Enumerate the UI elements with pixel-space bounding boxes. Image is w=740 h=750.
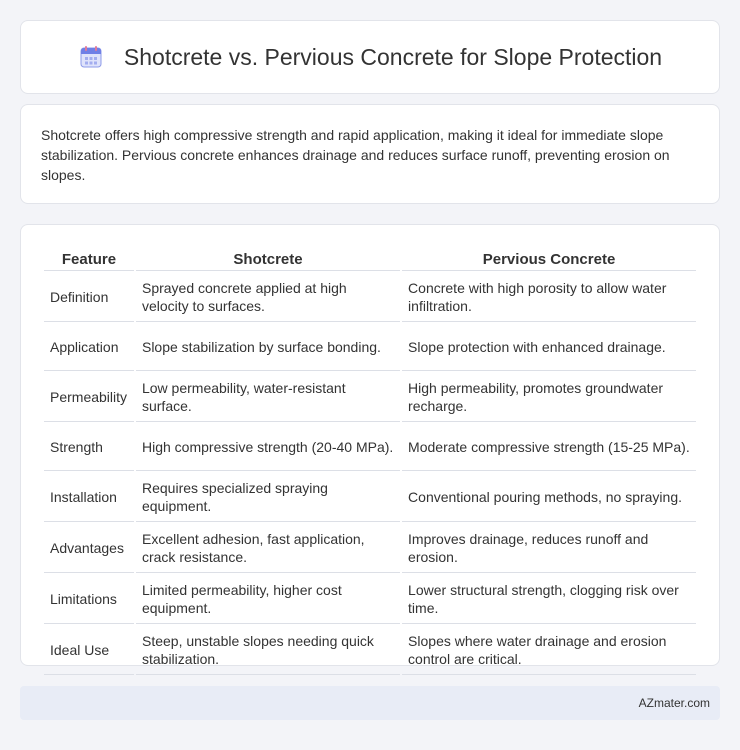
page-title: Shotcrete vs. Pervious Concrete for Slope Protection [123,43,663,70]
pervious-cell: Conventional pouring methods, no spraying. [402,473,696,522]
table-row [44,424,696,471]
feature-cell: Permeability [44,373,134,422]
shotcrete-cell: Slope stabilization by surface bonding. [136,324,400,371]
table-row [44,473,696,522]
feature-cell: Advantages [44,524,134,573]
shotcrete-cell: Requires specialized spraying equipment. [136,473,400,522]
comparison-table-card [20,224,720,666]
header-pervious: Pervious Concrete [402,247,696,271]
table-row [44,626,696,675]
feature-cell: Strength [44,424,134,471]
pervious-cell: Slope protection with enhanced drainage. [402,324,696,371]
comparison-table [42,245,698,677]
table-row [44,273,696,322]
shotcrete-cell: High compressive strength (20-40 MPa). [136,424,400,471]
feature-cell: Application [44,324,134,371]
feature-cell: Limitations [44,575,134,624]
header-shotcrete: Shotcrete [136,247,400,271]
pervious-cell: High permeability, promotes groundwater recharge. [402,373,696,422]
shotcrete-cell: Steep, unstable slopes needing quick stabilization. [136,626,400,675]
table-header-row [44,247,696,271]
pervious-cell: Concrete with high porosity to allow water infiltration. [402,273,696,322]
table-row [44,324,696,371]
shotcrete-cell: Low permeability, water-resistant surface. [136,373,400,422]
summary-card [20,104,720,204]
table-row [44,575,696,624]
table-row [44,373,696,422]
footer-site-link[interactable]: AZmater.com [638,696,710,710]
shotcrete-cell: Limited permeability, higher cost equipment. [136,575,400,624]
pervious-cell: Slopes where water drainage and erosion control are critical. [402,626,696,675]
shotcrete-cell: Excellent adhesion, fast application, crack resistance. [136,524,400,573]
footer [20,686,720,720]
table-row [44,524,696,573]
header-feature: Feature [44,247,134,271]
shotcrete-cell: Sprayed concrete applied at high velocity to surfaces. [136,273,400,322]
pervious-cell: Improves drainage, reduces runoff and erosion. [402,524,696,573]
feature-cell: Ideal Use [44,626,134,675]
summary-text: Shotcrete offers high compressive strength and rapid application, making it ideal for immediate slope stabilization. Pervious concrete enhances drainage and reduces surface runoff, preventing erosion on slopes. [41,127,670,183]
feature-cell: Definition [44,273,134,322]
feature-cell: Installation [44,473,134,522]
pervious-cell: Moderate compressive strength (15-25 MPa). [402,424,696,471]
pervious-cell: Lower structural strength, clogging risk over time. [402,575,696,624]
calendar-icon [78,44,104,70]
title-card [20,20,720,94]
